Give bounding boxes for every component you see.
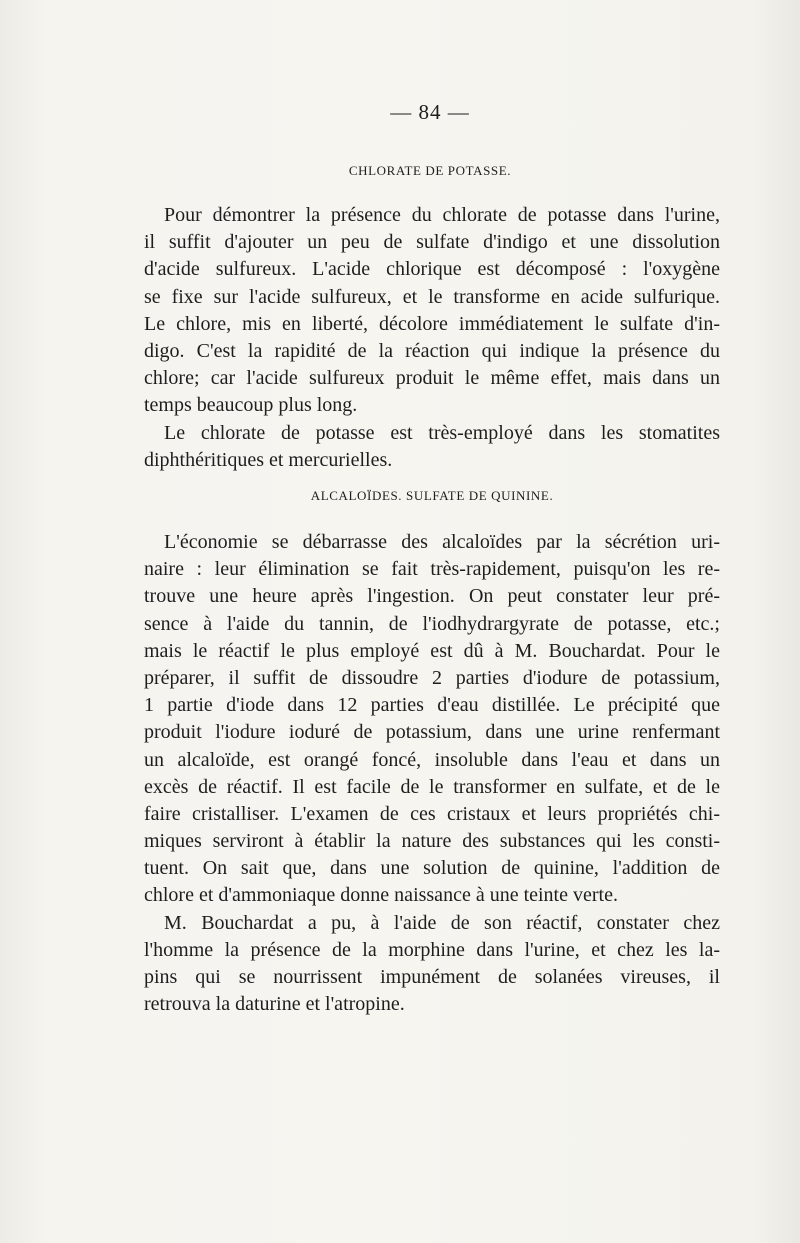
section-heading-alcaloides: ALCALOÏDES. SULFATE DE QUININE. xyxy=(310,488,554,503)
text-line: préparer, il suffit de dissoudre 2 parties d'iodure de potassium, xyxy=(144,666,720,689)
text-line: digo. C'est la rapidité de la réaction qui indique la présence du xyxy=(144,339,720,362)
section-body-chlorate xyxy=(144,202,720,474)
text-line: diphthéritiques et mercurielles. xyxy=(144,448,393,471)
text-line: chlore; car l'acide sulfureux produit le même effet, mais dans un xyxy=(144,367,720,390)
text-line: Le chlore, mis en liberté, décolore immédiatement le sulfate d'in- xyxy=(144,312,720,335)
text-line: un alcaloïde, est orangé foncé, insoluble dans l'eau et dans un xyxy=(144,748,720,771)
text-line: sence à l'aide du tannin, de l'iodhydrargyrate de potasse, etc.; xyxy=(144,612,720,635)
text-line: pins qui se nourrissent impunément de solanées vireuses, il xyxy=(144,966,720,988)
text-line: trouve une heure après l'ingestion. On peut constater leur pré- xyxy=(144,585,720,608)
text-line: Le chlorate de potasse est très-employé dans les stomatites xyxy=(164,421,720,444)
text-line: se fixe sur l'acide sulfureux, et le transforme en acide sulfurique. xyxy=(144,285,720,308)
text-line: faire cristalliser. L'examen de ces cristaux et leurs propriétés chi- xyxy=(144,802,720,825)
text-line: produit l'iodure ioduré de potassium, dans une urine renfermant xyxy=(144,721,720,744)
section-body-alcaloides xyxy=(144,529,720,1018)
text-line: l'homme la présence de la morphine dans l'urine, et chez les la- xyxy=(144,938,720,961)
text-line: L'économie se débarrasse des alcaloïdes par la sécrétion uri- xyxy=(164,531,720,553)
text-line: M. Bouchardat a pu, à l'aide de son réactif, constater chez xyxy=(164,911,720,934)
text-line: miques serviront à établir la nature des substances qui les consti- xyxy=(144,830,720,853)
text-line: 1 partie d'iode dans 12 parties d'eau distillée. Le précipité que xyxy=(144,694,720,717)
text-line: mais le réactif le plus employé est dû à M. Bouchardat. Pour le xyxy=(144,639,720,662)
text-line: temps beaucoup plus long. xyxy=(144,394,358,417)
text-line: tuent. On sait que, dans une solution de quinine, l'addition de xyxy=(144,857,720,880)
text-line: excès de réactif. Il est facile de le transformer en sulfate, et de le xyxy=(144,775,720,798)
text-line: retrouva la daturine et l'atropine. xyxy=(144,993,405,1016)
page-number: — 84 — xyxy=(390,100,470,124)
text-line: il suffit d'ajouter un peu de sulfate d'indigo et une dissolution xyxy=(144,231,720,254)
text-line: Pour démontrer la présence du chlorate de potasse dans l'urine, xyxy=(164,204,720,226)
text-line: naire : leur élimination se fait très-rapidement, puisqu'on les re- xyxy=(144,558,720,581)
text-line: chlore et d'ammoniaque donne naissance à une teinte verte. xyxy=(144,884,618,907)
text-line: d'acide sulfureux. L'acide chlorique est décomposé : l'oxygène xyxy=(144,258,720,281)
section-heading-chlorate: CHLORATE DE POTASSE. xyxy=(348,163,512,178)
